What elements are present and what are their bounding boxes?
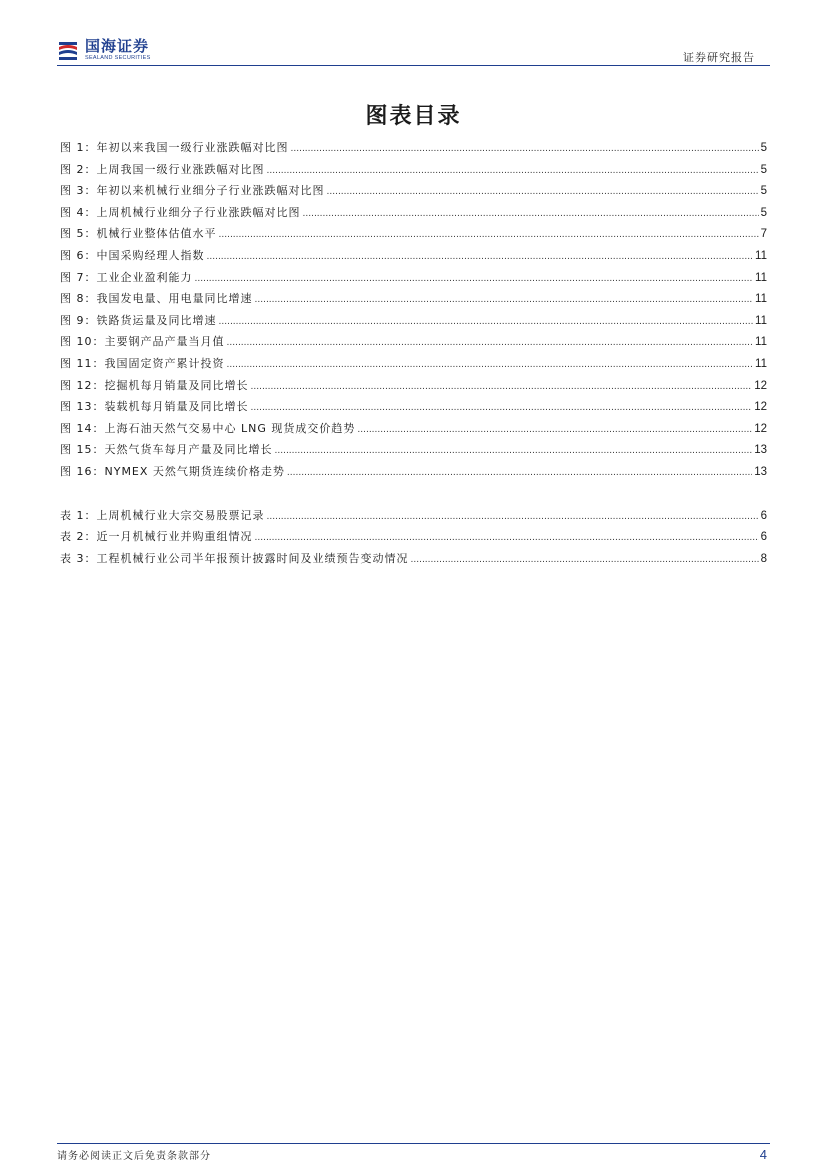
toc-leader-dots xyxy=(219,312,754,334)
toc-entry-page: 12 xyxy=(754,401,767,414)
header-divider xyxy=(57,65,770,66)
toc-leader-dots xyxy=(219,225,759,247)
toc-entry-label: 图 16：NYMEX 天然气期货连续价格走势 xyxy=(60,464,285,478)
toc-entry-label: 图 15：天然气货车每月产量及同比增长 xyxy=(60,443,273,457)
toc-entry-page: 8 xyxy=(760,552,767,565)
toc-entry-label: 图 4：上周机械行业细分子行业涨跌幅对比图 xyxy=(60,205,301,219)
toc-leader-dots xyxy=(357,420,752,442)
toc-leader-dots xyxy=(227,355,754,377)
toc-entry-label: 图 2：上周我国一级行业涨跌幅对比图 xyxy=(60,162,265,176)
toc-entry-label: 图 12：挖掘机每月销量及同比增长 xyxy=(60,378,249,392)
toc-entry-page: 11 xyxy=(755,336,767,349)
toc-entry[interactable] xyxy=(60,267,767,289)
toc-leader-dots xyxy=(207,247,754,269)
section-gap xyxy=(60,483,767,505)
toc-entry-page: 12 xyxy=(754,379,767,392)
figure-list xyxy=(60,137,767,483)
toc-entry-label: 图 5：机械行业整体估值水平 xyxy=(60,227,217,241)
toc-entry[interactable] xyxy=(60,439,767,461)
toc-entry[interactable] xyxy=(60,375,767,397)
toc-entry-label: 图 1：年初以来我国一级行业涨跌幅对比图 xyxy=(60,141,289,154)
footer-divider xyxy=(57,1143,770,1144)
page-number: 4 xyxy=(759,1147,767,1162)
toc-entry-label: 图 9：铁路货运量及同比增速 xyxy=(60,313,217,327)
toc-entry[interactable] xyxy=(60,310,767,332)
toc-entry-page: 6 xyxy=(760,531,767,544)
toc-leader-dots xyxy=(275,441,753,463)
toc-entry[interactable] xyxy=(60,180,767,202)
toc-entry-page: 13 xyxy=(754,465,767,478)
toc-entry-page: 5 xyxy=(760,206,767,219)
toc-entry-page: 6 xyxy=(760,509,767,522)
toc-entry-label: 图 11：我国固定资产累计投资 xyxy=(60,356,225,370)
toc-leader-dots xyxy=(327,182,759,204)
brand-logo xyxy=(57,36,151,64)
toc-leader-dots xyxy=(291,139,759,161)
toc-entry-page: 11 xyxy=(755,314,767,327)
toc-entry-label: 图 10：主要钢产品产量当月值 xyxy=(60,335,225,349)
toc-entry-label: 图 13：装载机每月销量及同比增长 xyxy=(60,400,249,414)
sealand-logo-icon xyxy=(57,38,79,62)
toc-entry-page: 11 xyxy=(755,249,767,262)
toc-leader-dots xyxy=(255,528,759,550)
toc-entry[interactable] xyxy=(60,461,767,483)
toc-entry[interactable] xyxy=(60,159,767,181)
toc-entry-label: 表 3：工程机械行业公司半年报预计披露时间及业绩预告变动情况 xyxy=(60,551,409,565)
toc-entry-label: 图 14：上海石油天然气交易中心 LNG 现货成交价趋势 xyxy=(60,421,356,435)
toc-entry[interactable] xyxy=(60,223,767,245)
table-list xyxy=(60,505,767,570)
toc-leader-dots xyxy=(267,161,759,183)
toc-leader-dots xyxy=(303,204,759,226)
page-title: 图表目录 xyxy=(365,103,462,129)
toc-entry-label: 图 6：中国采购经理人指数 xyxy=(60,248,205,262)
toc-entry-page: 11 xyxy=(755,357,767,370)
toc-entry[interactable] xyxy=(60,288,767,310)
toc-entry-label: 表 2：近一月机械行业并购重组情况 xyxy=(60,530,253,544)
table-of-figures xyxy=(60,137,767,569)
toc-leader-dots xyxy=(255,290,754,312)
toc-leader-dots xyxy=(287,463,752,485)
toc-entry[interactable] xyxy=(60,331,767,353)
toc-entry[interactable] xyxy=(60,245,767,267)
toc-leader-dots xyxy=(227,333,754,355)
toc-entry-label: 表 1：上周机械行业大宗交易股票记录 xyxy=(60,508,265,522)
logo-cn-text: 国海证券 xyxy=(85,37,150,55)
report-type: 证券研究报告 xyxy=(683,51,755,64)
toc-leader-dots xyxy=(195,269,754,291)
toc-entry-label: 图 7：工业企业盈利能力 xyxy=(60,270,193,284)
logo-en-text: SEALAND SECURITIES xyxy=(85,55,151,61)
toc-entry-page: 11 xyxy=(755,293,767,306)
toc-entry-page: 12 xyxy=(754,422,767,435)
toc-leader-dots xyxy=(267,507,759,529)
toc-entry-label: 图 3：年初以来机械行业细分子行业涨跌幅对比图 xyxy=(60,184,325,198)
toc-entry[interactable] xyxy=(60,548,767,570)
toc-entry-page: 7 xyxy=(760,228,767,241)
toc-entry[interactable] xyxy=(60,202,767,224)
footer-disclaimer: 请务必阅读正文后免责条款部分 xyxy=(57,1151,211,1162)
toc-entry-label: 图 8：我国发电量、用电量同比增速 xyxy=(60,292,253,306)
toc-entry[interactable] xyxy=(60,137,767,159)
toc-leader-dots xyxy=(411,550,759,572)
toc-entry-page: 5 xyxy=(760,185,767,198)
toc-entry-page: 11 xyxy=(755,271,767,284)
toc-entry[interactable] xyxy=(60,396,767,418)
toc-entry[interactable] xyxy=(60,418,767,440)
toc-leader-dots xyxy=(251,377,753,399)
toc-entry[interactable] xyxy=(60,526,767,548)
toc-entry-page: 5 xyxy=(760,163,767,176)
toc-entry-page: 5 xyxy=(760,142,767,154)
toc-entry[interactable] xyxy=(60,353,767,375)
toc-leader-dots xyxy=(251,398,753,420)
toc-entry-page: 13 xyxy=(754,444,767,457)
toc-entry[interactable] xyxy=(60,505,767,527)
